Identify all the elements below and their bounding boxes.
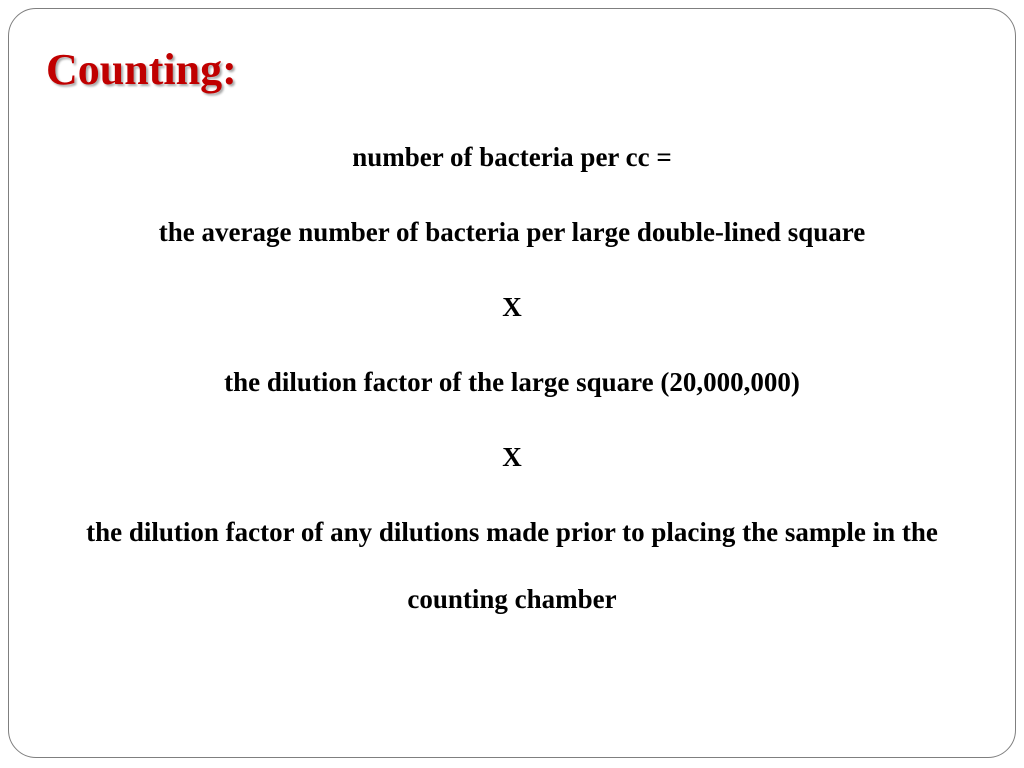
formula-prior-dilution-line: the dilution factor of any dilutions made prior to placing the sample in the counting chamber <box>86 517 938 614</box>
formula-body <box>40 124 984 633</box>
multiply-sign: X <box>502 292 522 322</box>
formula-result-line: number of bacteria per cc = <box>352 142 672 172</box>
formula-large-square-dilution-line: the dilution factor of the large square (20,000,000) <box>224 367 800 397</box>
slide-title: Counting: <box>46 45 237 94</box>
formula-average-count-line: the average number of bacteria per large double-lined square <box>158 217 866 247</box>
multiply-sign: X <box>502 442 522 472</box>
